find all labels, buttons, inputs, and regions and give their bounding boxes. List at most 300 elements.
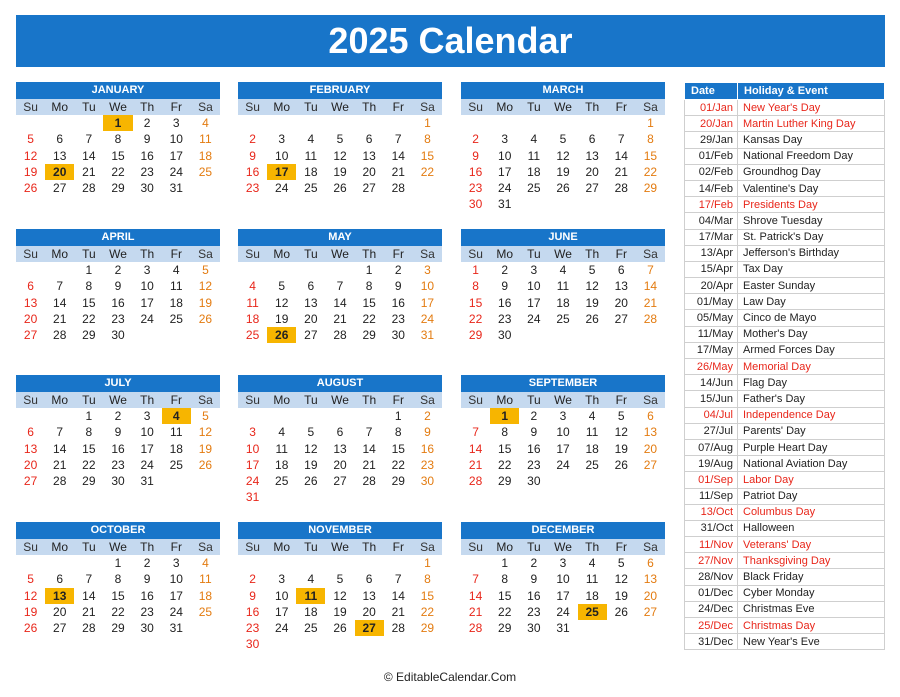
holiday-row (685, 326, 885, 342)
weekday-label: Tu (304, 247, 318, 261)
holiday-date: 01/Sep (685, 472, 738, 488)
day-cell: 30 (468, 197, 483, 212)
day-cell: 15 (420, 148, 435, 163)
day-cell: 23 (420, 457, 435, 472)
holiday-date: 27/Jul (685, 423, 738, 439)
empty-day (16, 262, 45, 278)
day-cell: 8 (85, 279, 93, 294)
day-cell: 5 (27, 572, 34, 587)
holiday-date: 11/Sep (685, 488, 738, 504)
weekday-header (238, 392, 442, 408)
day-cell: 22 (82, 457, 96, 472)
day-cell: 9 (114, 425, 122, 440)
day-cell: 3 (559, 556, 567, 570)
weekday-label: We (109, 393, 127, 407)
day-cell: 31 (245, 490, 260, 505)
day-cell: 14 (362, 441, 376, 456)
day-cell: 6 (27, 425, 34, 440)
month-name: JUNE (461, 229, 665, 246)
weekday-label: Mo (496, 100, 514, 114)
holiday-date: 28/Nov (685, 569, 738, 585)
holiday-date: 15/Apr (685, 261, 738, 277)
holiday-row (685, 148, 885, 164)
day-cell: 25 (245, 328, 260, 343)
empty-day (267, 408, 296, 424)
day-cell: 14 (614, 148, 628, 163)
day-cell: 12 (23, 588, 38, 603)
day-cell: 3 (143, 409, 151, 423)
weekday-label: Fr (170, 393, 182, 407)
empty-day (296, 555, 325, 571)
day-cell: 20 (643, 441, 658, 456)
weekday-label: Sa (643, 540, 658, 554)
day-grid (238, 262, 442, 343)
empty-day (461, 555, 490, 571)
day-cell: 7 (647, 263, 654, 277)
month-november (238, 522, 442, 653)
day-cell: 13 (643, 572, 658, 587)
day-cell: 4 (202, 556, 209, 570)
empty-day (490, 115, 519, 131)
month-june (461, 229, 665, 343)
day-cell: 2 (143, 556, 151, 570)
holiday-row (685, 164, 885, 180)
day-cell: 8 (501, 425, 509, 440)
holiday-event: Veterans' Day (738, 537, 885, 553)
day-cell: 9 (424, 425, 431, 440)
month-name: DECEMBER (461, 522, 665, 539)
day-cell: 1 (114, 556, 122, 570)
day-cell: 4 (202, 116, 209, 130)
day-cell: 29 (643, 181, 658, 196)
day-cell: 13 (585, 148, 599, 163)
weekday-label: Th (585, 247, 600, 261)
day-cell: 20 (585, 164, 599, 179)
day-cell: 19 (198, 441, 213, 456)
day-cell: 23 (391, 311, 405, 326)
day-cell: 18 (304, 604, 318, 619)
empty-day (355, 555, 384, 571)
day-cell: 30 (111, 474, 125, 489)
day-cell: 25 (169, 457, 183, 472)
day-cell: 21 (468, 604, 483, 619)
day-cell: 1 (365, 263, 373, 277)
day-cell: 5 (559, 132, 567, 147)
holiday-event: Armed Forces Day (738, 342, 885, 358)
day-cell: 28 (82, 621, 96, 636)
day-cell: 12 (304, 441, 318, 456)
day-cell: 1 (472, 263, 479, 277)
day-cell: 8 (647, 132, 654, 147)
weekday-label: Th (585, 100, 600, 114)
day-cell: 24 (140, 457, 154, 472)
holiday-row (685, 585, 885, 601)
holiday-date: 20/Jan (685, 116, 738, 132)
day-cell: 3 (278, 572, 286, 587)
month-name: JANUARY (16, 82, 220, 99)
day-cell: 27 (23, 328, 38, 343)
day-cell: 8 (424, 132, 431, 147)
empty-day (238, 115, 267, 131)
weekday-label: We (331, 393, 349, 407)
day-grid (461, 262, 665, 343)
day-cell: 18 (304, 164, 318, 179)
weekday-label: Fr (170, 247, 182, 261)
day-cell: 22 (420, 604, 435, 619)
day-cell: 2 (249, 132, 256, 147)
day-cell: 25 (585, 457, 599, 472)
holiday-event: Memorial Day (738, 359, 885, 375)
holiday-event: Shrove Tuesday (738, 213, 885, 229)
day-cell: 14 (53, 295, 67, 310)
month-name: AUGUST (238, 375, 442, 392)
weekday-label: Tu (527, 100, 541, 114)
month-april (16, 229, 220, 343)
day-cell: 17 (169, 588, 183, 603)
month-march (461, 82, 665, 213)
day-cell: 26 (556, 181, 570, 196)
empty-day (325, 115, 354, 131)
month-name: FEBRUARY (238, 82, 442, 99)
weekday-label: Su (245, 247, 260, 261)
day-cell: 15 (111, 148, 125, 163)
day-cell: 9 (249, 148, 256, 163)
day-cell: 29 (111, 621, 125, 636)
holiday-date: 05/May (685, 310, 738, 326)
day-cell: 18 (585, 588, 599, 603)
day-cell: 13 (362, 148, 376, 163)
weekday-label: Th (585, 393, 600, 407)
day-cell: 18 (585, 441, 599, 456)
empty-day (238, 555, 267, 571)
day-cell: 28 (468, 474, 483, 489)
day-cell: 1 (424, 116, 431, 130)
weekday-label: Mo (496, 247, 514, 261)
day-grid (238, 115, 442, 196)
empty-day (45, 408, 74, 424)
day-cell: 28 (53, 474, 67, 489)
empty-day (325, 262, 354, 278)
day-cell: 25 (198, 164, 213, 179)
day-cell: 2 (530, 409, 538, 423)
empty-day (548, 115, 577, 131)
holiday-date: 27/Nov (685, 553, 738, 569)
day-cell: 20 (614, 295, 628, 310)
day-cell: 12 (614, 572, 628, 587)
day-cell: 6 (365, 572, 373, 587)
holiday-event: Cyber Monday (738, 585, 885, 601)
day-cell: 12 (585, 279, 599, 294)
day-cell: 8 (501, 572, 509, 587)
day-cell: 12 (198, 279, 213, 294)
day-cell: 25 (169, 311, 183, 326)
empty-day (325, 555, 354, 571)
day-cell: 7 (85, 132, 93, 147)
holiday-row (685, 618, 885, 634)
weekday-label: We (109, 100, 127, 114)
day-cell: 21 (391, 604, 405, 619)
day-cell: 20 (45, 164, 74, 180)
weekday-header (16, 99, 220, 115)
weekday-label: Sa (198, 100, 213, 114)
holiday-row (685, 375, 885, 391)
day-cell: 29 (362, 328, 376, 343)
day-cell: 13 (362, 588, 376, 603)
holiday-row (685, 423, 885, 439)
day-cell: 22 (111, 164, 125, 179)
day-cell: 19 (275, 311, 289, 326)
weekday-label: Th (140, 100, 155, 114)
day-cell: 6 (647, 409, 654, 423)
day-cell: 6 (617, 263, 625, 277)
day-cell: 28 (643, 311, 658, 326)
day-cell: 1 (501, 556, 509, 570)
weekday-label: Mo (496, 393, 514, 407)
day-cell: 22 (391, 457, 405, 472)
month-august (238, 375, 442, 506)
empty-day (74, 555, 103, 571)
day-cell: 17 (267, 164, 296, 180)
weekday-label: Fr (615, 540, 627, 554)
day-cell: 9 (472, 148, 479, 163)
day-cell: 21 (82, 164, 96, 179)
day-cell: 30 (527, 474, 541, 489)
day-cell: 21 (82, 604, 96, 619)
day-cell: 29 (468, 328, 483, 343)
weekday-label: Fr (615, 100, 627, 114)
day-cell: 30 (498, 328, 512, 343)
day-cell: 11 (556, 279, 570, 294)
day-cell: 28 (53, 328, 67, 343)
holiday-row (685, 310, 885, 326)
weekday-label: Tu (304, 100, 318, 114)
day-cell: 8 (114, 132, 122, 147)
empty-day (267, 115, 296, 131)
day-cell: 7 (56, 279, 64, 294)
header-date: Date (685, 83, 738, 100)
day-cell: 13 (333, 441, 347, 456)
day-cell: 15 (391, 441, 405, 456)
holiday-date: 11/May (685, 326, 738, 342)
empty-day (607, 115, 636, 131)
weekday-label: Th (140, 393, 155, 407)
day-cell: 16 (527, 588, 541, 603)
weekday-label: Th (140, 540, 155, 554)
day-cell: 15 (498, 441, 512, 456)
weekday-label: Th (362, 247, 377, 261)
day-cell: 8 (85, 425, 93, 440)
day-cell: 2 (249, 572, 256, 587)
day-cell: 4 (307, 132, 315, 147)
day-cell: 18 (169, 295, 183, 310)
weekday-label: Su (468, 100, 483, 114)
day-cell: 28 (468, 621, 483, 636)
weekday-label: Sa (198, 393, 213, 407)
day-cell: 16 (498, 295, 512, 310)
day-cell: 5 (202, 409, 209, 423)
day-cell: 24 (275, 181, 289, 196)
day-cell: 18 (198, 148, 213, 163)
day-cell: 16 (245, 604, 260, 619)
day-cell: 30 (140, 181, 154, 196)
day-cell: 5 (202, 263, 209, 277)
weekday-label: Mo (51, 247, 69, 261)
weekday-header (238, 246, 442, 262)
holiday-event: National Aviation Day (738, 456, 885, 472)
day-cell: 10 (140, 279, 154, 294)
weekday-label: Sa (643, 247, 658, 261)
holiday-event: Presidents Day (738, 197, 885, 213)
weekday-label: Su (23, 540, 38, 554)
holiday-row (685, 601, 885, 617)
day-cell: 9 (501, 279, 509, 294)
holiday-row (685, 294, 885, 310)
day-cell: 11 (199, 572, 212, 587)
holiday-date: 14/Feb (685, 180, 738, 196)
day-cell: 22 (498, 604, 512, 619)
holiday-event: Columbus Day (738, 504, 885, 520)
holiday-event: Black Friday (738, 569, 885, 585)
day-cell: 26 (614, 604, 628, 619)
day-cell: 21 (362, 457, 376, 472)
day-grid (461, 555, 665, 636)
day-cell: 14 (333, 295, 347, 310)
day-cell: 7 (394, 572, 402, 587)
day-cell: 2 (424, 409, 431, 423)
day-cell: 3 (172, 556, 180, 570)
day-cell: 18 (527, 164, 541, 179)
day-cell: 19 (333, 164, 347, 179)
day-cell: 17 (556, 441, 570, 456)
empty-day (296, 262, 325, 278)
day-cell: 6 (647, 556, 654, 570)
holiday-row (685, 261, 885, 277)
weekday-header (16, 246, 220, 262)
weekday-label: Sa (643, 393, 658, 407)
day-cell: 5 (307, 425, 315, 440)
day-cell: 26 (304, 474, 318, 489)
day-cell: 1 (490, 408, 519, 424)
holiday-event: Law Day (738, 294, 885, 310)
weekday-label: Tu (304, 540, 318, 554)
weekday-header (238, 539, 442, 555)
day-cell: 4 (278, 425, 286, 440)
holiday-table (684, 82, 885, 650)
empty-day (45, 115, 74, 131)
day-cell: 17 (169, 148, 183, 163)
empty-day (296, 115, 325, 131)
weekday-label: Th (362, 100, 377, 114)
day-cell: 20 (333, 457, 347, 472)
day-cell: 28 (362, 474, 376, 489)
day-cell: 2 (501, 263, 509, 277)
day-cell: 21 (643, 295, 658, 310)
day-cell: 12 (556, 148, 570, 163)
weekday-label: Sa (420, 247, 435, 261)
day-cell: 11 (585, 425, 599, 440)
weekday-label: We (331, 540, 349, 554)
weekday-label: Mo (496, 540, 514, 554)
empty-day (16, 408, 45, 424)
day-cell: 19 (556, 164, 570, 179)
month-name: SEPTEMBER (461, 375, 665, 392)
day-cell: 14 (391, 588, 405, 603)
day-cell: 17 (498, 164, 512, 179)
day-cell: 23 (111, 457, 125, 472)
day-cell: 4 (307, 572, 315, 587)
empty-day (355, 115, 384, 131)
weekday-header (461, 539, 665, 555)
holiday-row (685, 245, 885, 261)
empty-day (578, 115, 607, 131)
day-cell: 17 (245, 457, 260, 472)
day-cell: 12 (23, 148, 38, 163)
empty-day (267, 555, 296, 571)
day-cell: 27 (585, 181, 599, 196)
day-cell: 13 (23, 441, 38, 456)
weekday-label: Tu (82, 540, 96, 554)
day-cell: 16 (527, 441, 541, 456)
day-cell: 7 (394, 132, 402, 147)
day-cell: 17 (556, 588, 570, 603)
day-cell: 14 (643, 279, 658, 294)
day-cell: 27 (643, 604, 658, 619)
day-grid (16, 408, 220, 489)
day-cell: 18 (275, 457, 289, 472)
empty-day (45, 555, 74, 571)
holiday-event: Father's Day (738, 391, 885, 407)
holiday-date: 02/Feb (685, 164, 738, 180)
holiday-date: 04/Mar (685, 213, 738, 229)
day-cell: 14 (53, 441, 67, 456)
day-cell: 8 (394, 425, 402, 440)
weekday-label: Mo (273, 393, 291, 407)
weekday-label: Sa (643, 100, 658, 114)
empty-day (16, 555, 45, 571)
day-cell: 27 (304, 328, 318, 343)
holiday-row (685, 439, 885, 455)
holiday-row (685, 180, 885, 196)
day-cell: 4 (559, 263, 567, 277)
day-cell: 16 (111, 295, 125, 310)
weekday-label: Su (245, 100, 260, 114)
day-cell: 17 (420, 295, 435, 310)
day-cell: 9 (114, 279, 122, 294)
day-cell: 10 (169, 572, 183, 587)
day-cell: 25 (304, 181, 318, 196)
weekday-label: Mo (51, 540, 69, 554)
weekday-label: Fr (392, 540, 404, 554)
day-cell: 26 (198, 457, 213, 472)
weekday-label: Su (245, 540, 260, 554)
day-cell: 10 (169, 132, 183, 147)
holiday-date: 04/Jul (685, 407, 738, 423)
holiday-date: 31/Dec (685, 634, 738, 650)
holiday-row (685, 407, 885, 423)
day-cell: 3 (278, 132, 286, 147)
holiday-date: 01/Dec (685, 585, 738, 601)
holiday-date: 17/Feb (685, 197, 738, 213)
day-cell: 15 (468, 295, 483, 310)
day-cell: 3 (249, 425, 256, 440)
holiday-event: Kansas Day (738, 132, 885, 148)
day-cell: 10 (275, 588, 289, 603)
holiday-event: New Year's Day (738, 100, 885, 116)
holiday-row (685, 520, 885, 536)
holiday-event: Parents' Day (738, 423, 885, 439)
day-cell: 26 (333, 621, 347, 636)
weekday-label: Tu (82, 100, 96, 114)
